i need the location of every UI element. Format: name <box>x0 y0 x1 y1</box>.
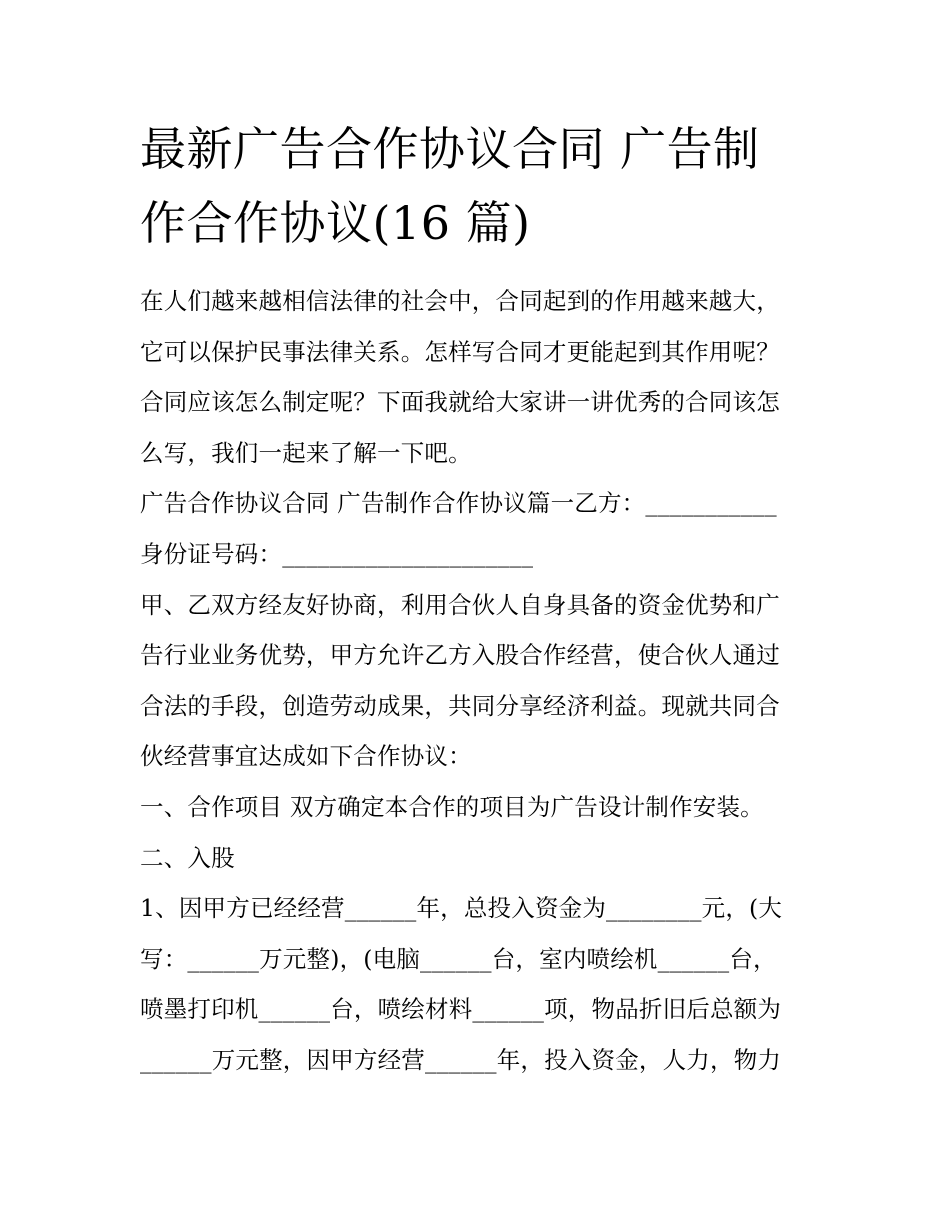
body-line-15: 喷墨打印机______台，喷绘材料______项，物品折旧后总额为 <box>140 995 782 1024</box>
body-line-2: 它可以保护民事法律关系。怎样写合同才更能起到其作用呢？ <box>140 337 780 366</box>
document-title <box>140 112 820 260</box>
body-line-8: 告行业业务优势，甲方允许乙方入股合作经营，使合伙人通过 <box>140 641 780 670</box>
document-body <box>140 276 830 1086</box>
body-line-14: 写：______万元整)，(电脑______台，室内喷绘机______台， <box>140 944 777 973</box>
body-line-10: 伙经营事宜达成如下合作协议： <box>140 742 472 771</box>
body-line-1: 在人们越来越相信法律的社会中，合同起到的作用越来越大， <box>140 287 780 315</box>
body-line-9: 合法的手段，创造劳动成果，共同分享经济利益。现就共同合 <box>140 691 780 720</box>
body-line-13: 1、因甲方已经经营______年，总投入资金为________元，(大 <box>140 894 783 923</box>
title-line-2: 作合作协议(16 篇) <box>140 196 531 250</box>
body-line-3: 合同应该怎么制定呢？下面我就给大家讲一讲优秀的合同该怎 <box>140 388 780 417</box>
title-line-1: 最新广告合作协议合同 广告制 <box>140 122 760 176</box>
body-line-7: 甲、乙双方经友好协商，利用合伙人自身具备的资金优势和广 <box>140 590 780 619</box>
body-line-16: ______万元整，因甲方经营______年，投入资金，人力，物力 <box>140 1045 782 1074</box>
body-line-5: 广告合作协议合同 广告制作合作协议篇一乙方：___________ <box>140 489 777 518</box>
body-line-11: 一、合作项目 双方确定本合作的项目为广告设计制作安装。 <box>140 792 764 821</box>
body-line-12: 二、入股 <box>140 843 235 872</box>
body-line-4: 么写，我们一起来了解一下吧。 <box>140 438 472 467</box>
body-line-6: 身份证号码：_____________________ <box>140 539 534 568</box>
